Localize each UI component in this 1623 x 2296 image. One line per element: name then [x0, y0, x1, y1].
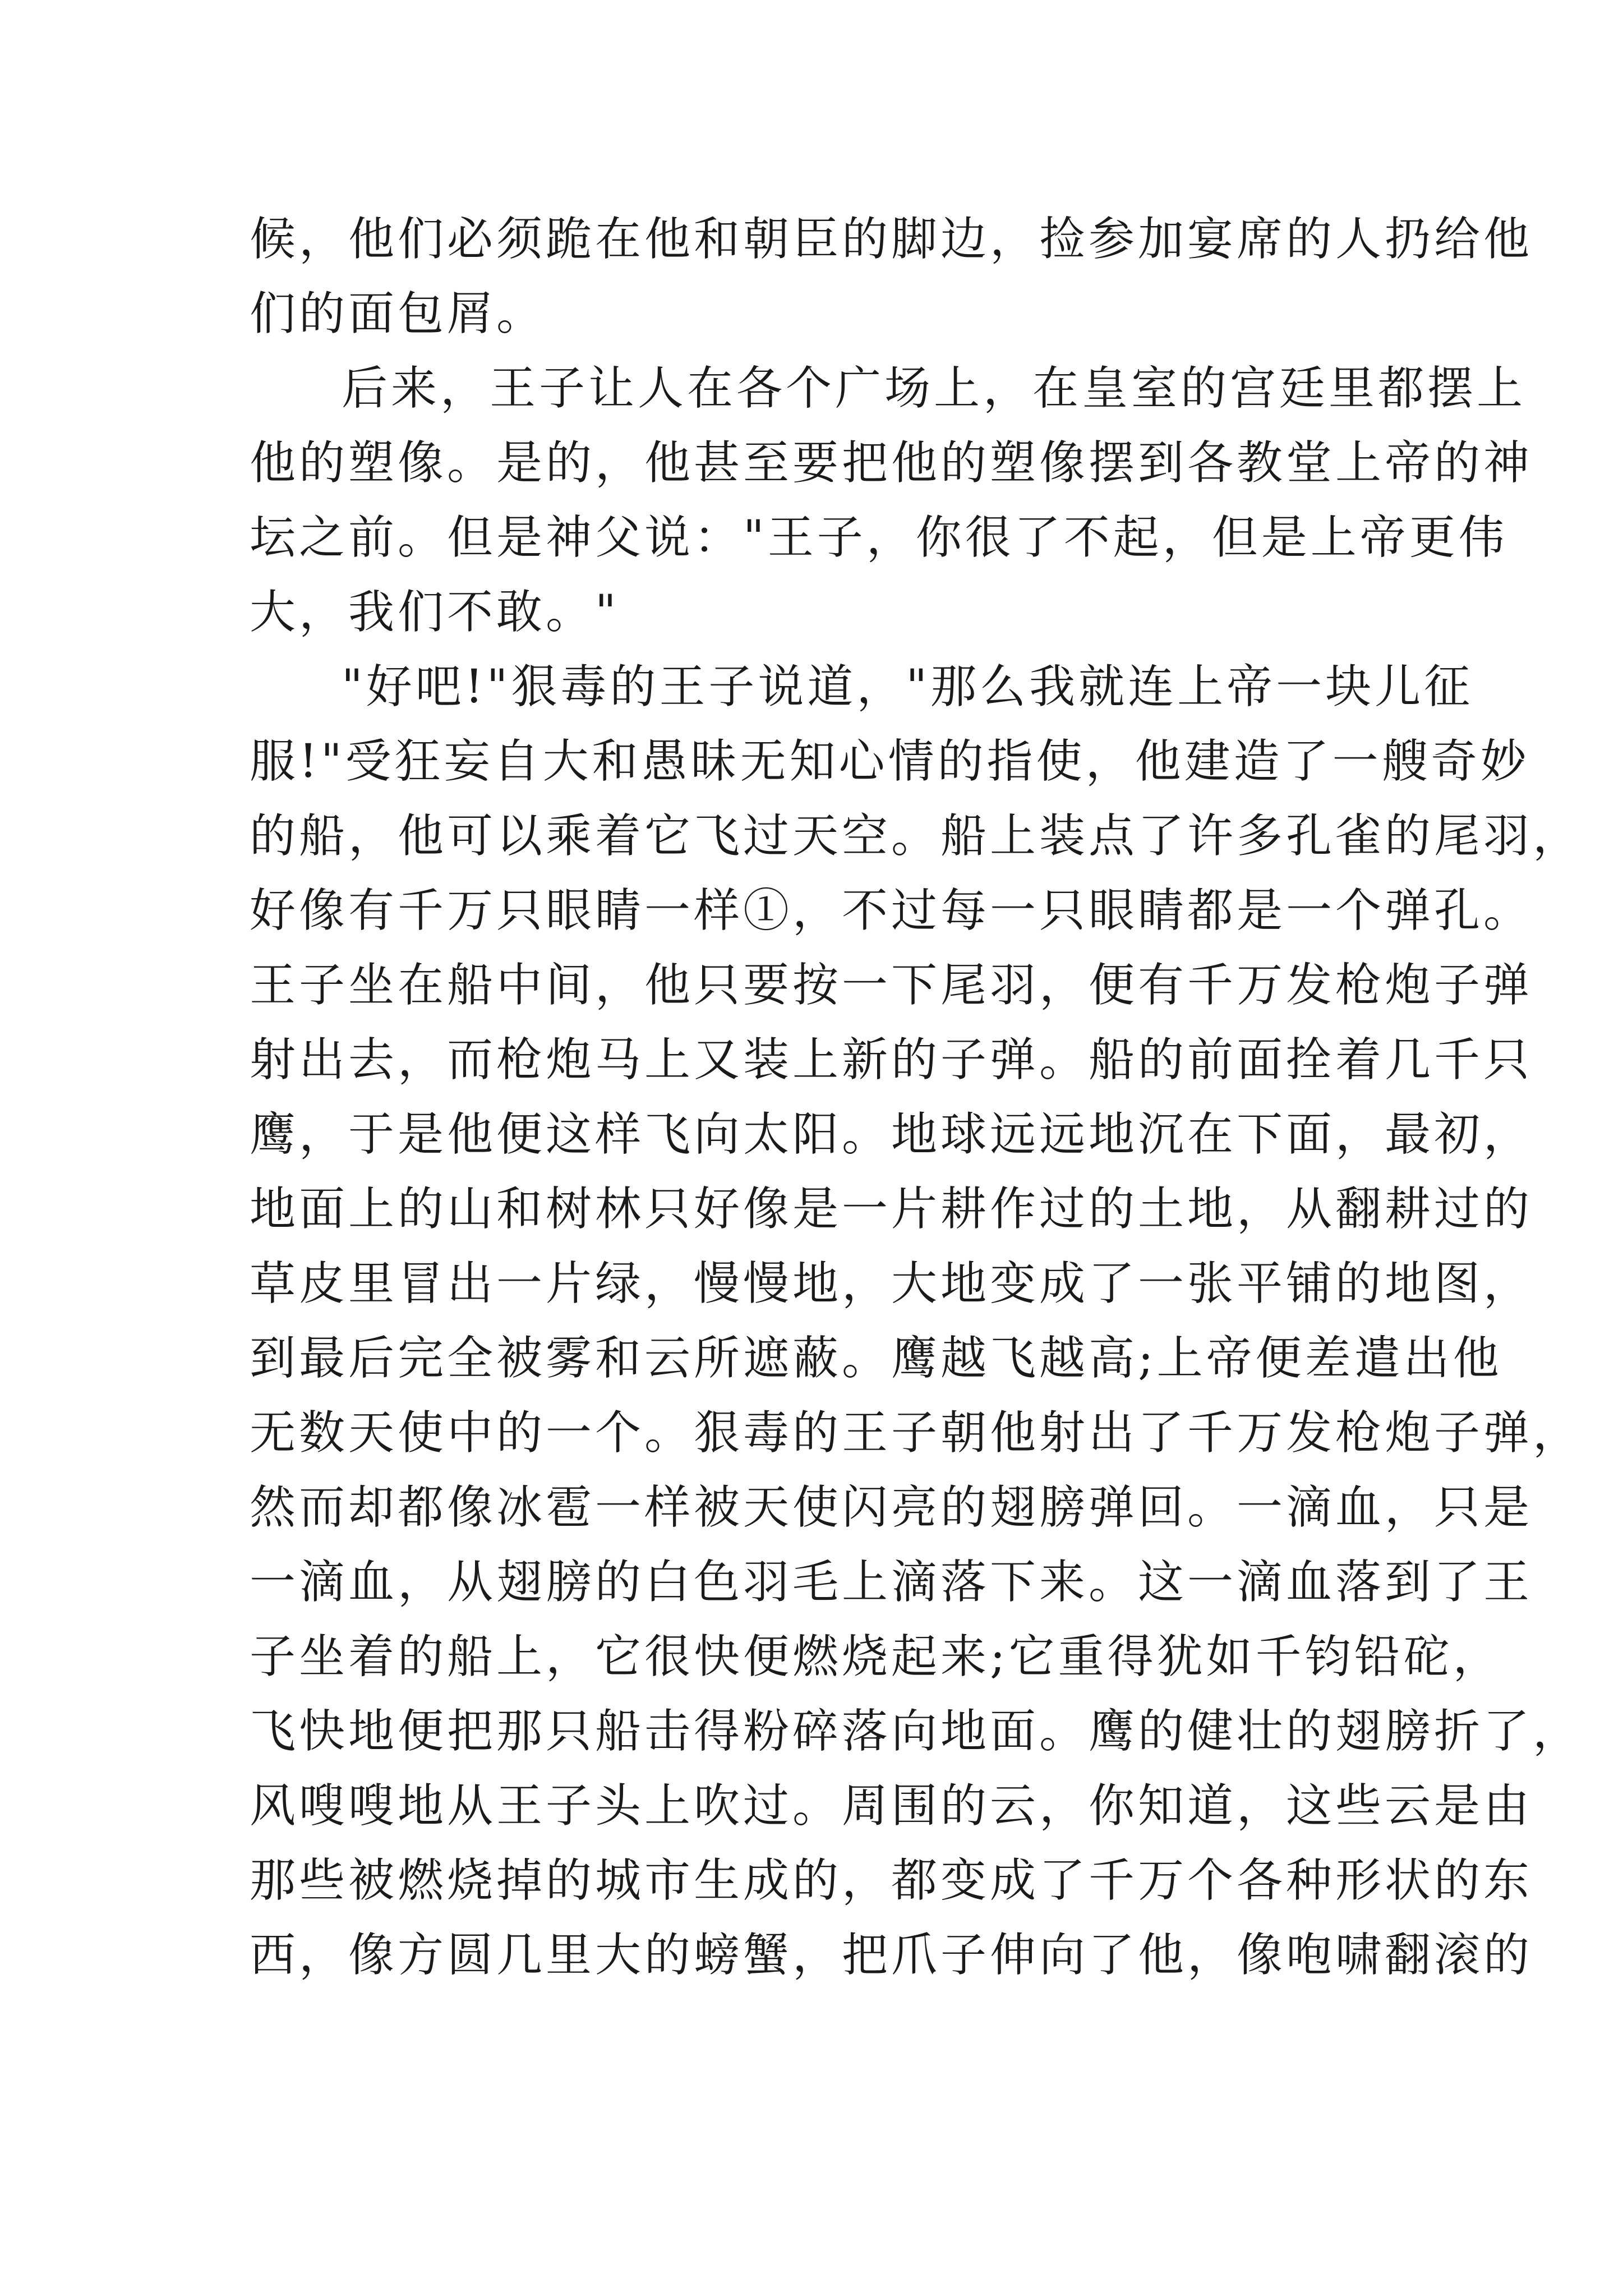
- text-line: 西，像方圆几里大的螃蟹，把爪子伸向了他，像咆啸翻滚的: [250, 1929, 1533, 1982]
- text-line: 好像有千万只眼睛一样①，不过每一只眼睛都是一个弹孔。: [250, 884, 1533, 937]
- text-line: 大，我们不敢。": [250, 586, 620, 639]
- text-line: 王子坐在船中间，他只要按一下尾羽，便有千万发枪炮子弹: [250, 959, 1533, 1012]
- text-line: 一滴血，从翅膀的白色羽毛上滴落下来。这一滴血落到了王: [250, 1556, 1533, 1609]
- text-line: 子坐着的船上，它很快便燃烧起来;它重得犹如千钧铅砣，: [250, 1630, 1502, 1683]
- text-line: 候，他们必须跪在他和朝臣的脚边，捡参加宴席的人扔给他: [250, 213, 1533, 266]
- text-line: 射出去，而枪炮马上又装上新的子弹。船的前面拴着几千只: [250, 1033, 1533, 1087]
- text-line: 的船，他可以乘着它飞过天空。船上装点了许多孔雀的尾羽，: [250, 809, 1583, 863]
- text-line: 那些被燃烧掉的城市生成的，都变成了千万个各种形状的东: [250, 1854, 1533, 1907]
- text-line: "好吧!"狠毒的王子说道，"那么我就连上帝一块儿征: [342, 660, 1474, 714]
- text-line: 鹰，于是他便这样飞向太阳。地球远远地沉在下面，最初，: [250, 1108, 1533, 1161]
- text-line: 坛之前。但是神父说："王子，你很了不起，但是上帝更伟: [250, 511, 1508, 564]
- text-line: 们的面包屑。: [250, 287, 546, 341]
- text-line: 然而却都像冰雹一样被天使闪亮的翅膀弹回。一滴血，只是: [250, 1481, 1533, 1534]
- text-line: 无数天使中的一个。狠毒的王子朝他射出了千万发枪炮子弹，: [250, 1406, 1583, 1460]
- body-text: [250, 202, 1583, 1993]
- text-line: 后来，王子让人在各个广场上，在皇室的宫廷里都摆上: [342, 362, 1527, 415]
- text-line: 服!"受狂妄自大和愚昧无知心情的指使，他建造了一艘奇妙: [250, 735, 1530, 788]
- text-line: 飞快地便把那只船击得粉碎落向地面。鹰的健壮的翅膀折了，: [250, 1705, 1583, 1758]
- text-line: 到最后完全被雾和云所遮蔽。鹰越飞越高;上帝便差遣出他: [250, 1332, 1502, 1385]
- text-line: 他的塑像。是的，他甚至要把他的塑像摆到各教堂上帝的神: [250, 436, 1533, 490]
- text-line: 地面上的山和树林只好像是一片耕作过的土地，从翻耕过的: [250, 1182, 1533, 1236]
- text-line: 草皮里冒出一片绿，慢慢地，大地变成了一张平铺的地图，: [250, 1257, 1533, 1310]
- text-line: 风嗖嗖地从王子头上吹过。周围的云，你知道，这些云是由: [250, 1779, 1533, 1833]
